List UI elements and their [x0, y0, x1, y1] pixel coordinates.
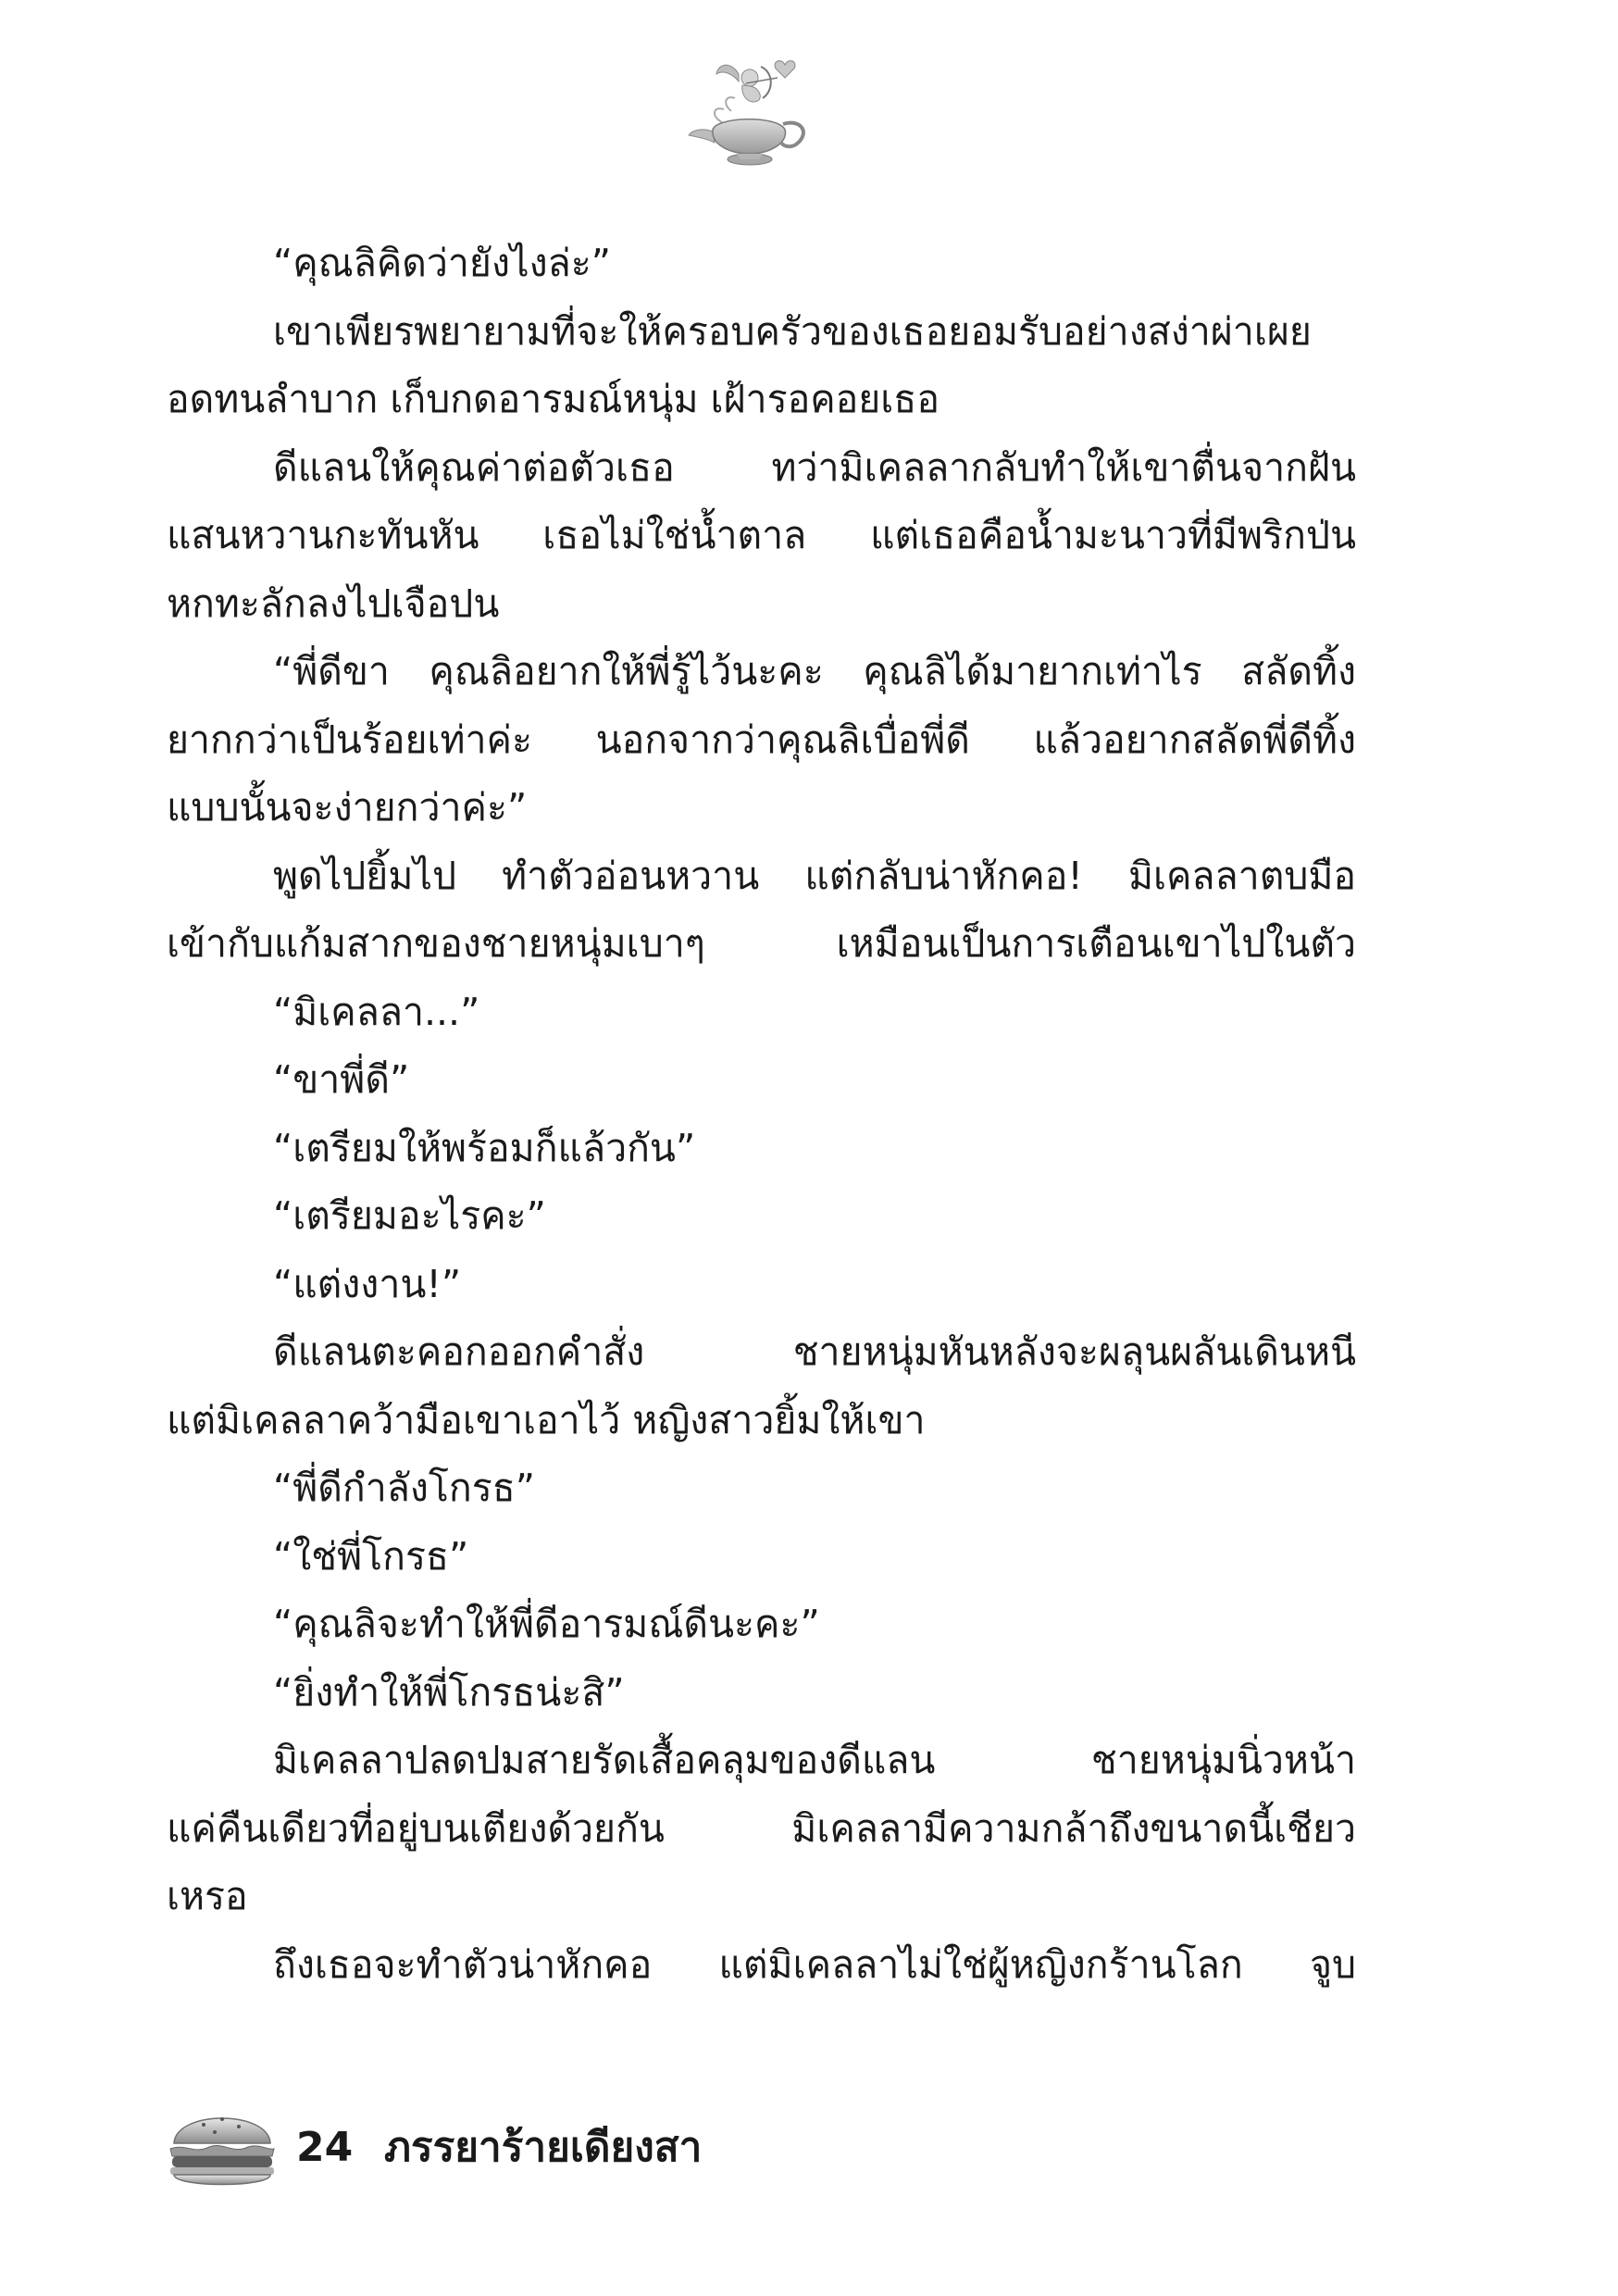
text-line: “เตรียมอะไรคะ”	[273, 1193, 546, 1238]
text-line: แต่มิเคลลาคว้ามือเขาเอาไว้ หญิงสาวยิ้มให้เขา	[167, 1397, 926, 1442]
text-line: พูดไปยิ้มไป ทำตัวอ่อนหวาน แต่กลับน่าหักคอ! มิเคลลาตบมือ	[273, 853, 1356, 898]
text-line: ยากกว่าเป็นร้อยเท่าค่ะ นอกจากว่าคุณลิเบื่อพี่ดี แล้วอยากสลัดพี่ดีทิ้ง	[167, 717, 1356, 762]
text-line: “พี่ดีกำลังโกรธ”	[273, 1466, 536, 1510]
text-line: “ขาพี่ดี”	[273, 1057, 410, 1102]
text-line: “คุณลิจะทำให้พี่ดีอารมณ์ดีนะคะ”	[273, 1602, 820, 1646]
text-line: เข้ากับแก้มสากของชายหนุ่มเบาๆ เหมือนเป็นการเตือนเขาไปในตัว	[167, 921, 1356, 966]
page-number: 24	[296, 2124, 354, 2171]
text-line: ดีแลนให้คุณค่าต่อตัวเธอ ทว่ามิเคลลากลับทำให้เขาตื่นจากฝัน	[273, 444, 1356, 490]
body-text	[167, 230, 1356, 1999]
burger-icon	[167, 2097, 278, 2199]
text-line: ถึงเธอจะทำตัวน่าหักคอ แต่มิเคลลาไม่ใช่ผู้หญิงกร้านโลก จูบ	[273, 1941, 1356, 1987]
cupid-teapot-ornament-icon	[685, 57, 824, 168]
page-footer	[167, 2097, 1000, 2199]
text-line: “เตรียมให้พร้อมก็แล้วกัน”	[273, 1125, 696, 1170]
book-title: ภรรยาร้ายเดียงสา	[384, 2124, 703, 2171]
text-line: “มิเคลลา...”	[273, 989, 480, 1034]
text-line: “พี่ดีขา คุณลิอยากให้พี่รู้ไว้นะคะ คุณลิได้มายากเท่าไร สลัดทิ้ง	[273, 649, 1356, 693]
text-line: ดีแลนตะคอกออกคำสั่ง ชายหนุ่มหันหลังจะผลุนผลันเดินหนี	[273, 1329, 1356, 1374]
text-line: หกทะลักลงไปเจือปน	[167, 580, 500, 626]
text-line: แสนหวานกะทันหัน เธอไม่ใช่น้ำตาล แต่เธอคือน้ำมะนาวที่มีพริกป่น	[167, 513, 1356, 557]
text-line: “ยิ่งทำให้พี่โกรธน่ะสิ”	[273, 1669, 625, 1715]
text-line: แค่คืนเดียวที่อยู่บนเตียงด้วยกัน มิเคลลามีความกล้าถึงขนาดนี้เชียว	[167, 1805, 1356, 1851]
text-line: เขาเพียรพยายามที่จะให้ครอบครัวของเธอยอมรับอย่างสง่าผ่าเผย	[273, 308, 1312, 354]
text-line: “แต่งงาน!”	[273, 1261, 462, 1306]
text-line: “คุณลิคิดว่ายังไงล่ะ”	[273, 241, 611, 285]
text-line: “ใช่พี่โกรธ”	[273, 1533, 469, 1578]
text-line: อดทนลำบาก เก็บกดอารมณ์หนุ่ม เฝ้ารอคอยเธอ	[167, 377, 940, 421]
text-line: มิเคลลาปลดปมสายรัดเสื้อคลุมของดีแลน ชายหนุ่มนิ่วหน้า	[273, 1738, 1356, 1782]
text-line: เหรอ	[167, 1874, 248, 1918]
text-line: แบบนั้นจะง่ายกว่าค่ะ”	[167, 785, 528, 830]
